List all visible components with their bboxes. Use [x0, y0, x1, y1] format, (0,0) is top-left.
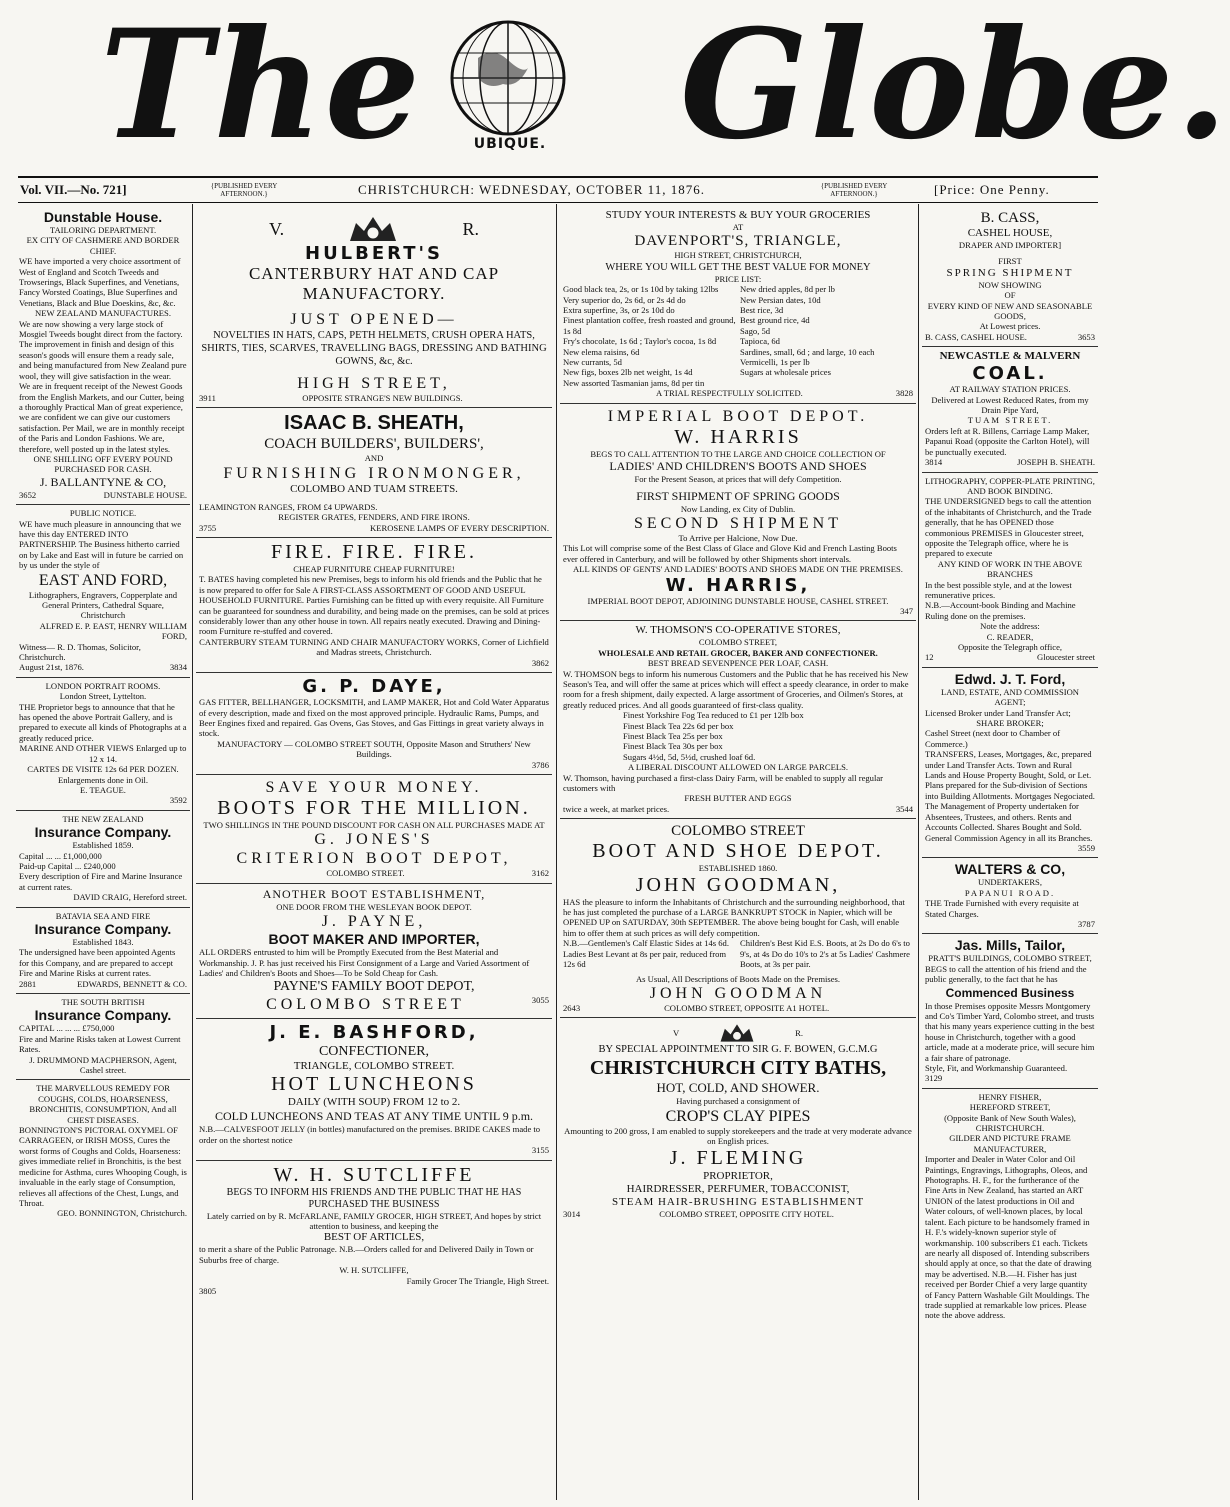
- ad-address: Opposite the Telegraph office,: [957, 642, 1063, 652]
- ad-subtitle: STUDY YOUR INTERESTS & BUY YOUR GROCERIES: [605, 209, 871, 221]
- ad-jones-criterion: [196, 775, 552, 884]
- ad-number: 3592: [169, 795, 187, 806]
- ad-subtitle: TAILORING DEPARTMENT.: [49, 225, 157, 235]
- ad-signature: B. CASS, CASHEL HOUSE.: [925, 331, 1027, 342]
- ad-subtitle: WHERE YOU WILL GET THE BEST VALUE FOR MONEY: [605, 261, 871, 273]
- ad-body: LEAMINGTON RANGES, FROM £4 UPWARDS.: [199, 501, 378, 512]
- tea-item: Sugars 4½d, 5d, 5½d, crushed loaf 6d.: [623, 751, 756, 762]
- masthead: [0, 0, 1230, 175]
- ad-body: THE UNDERSIGNED begs to call the attention of the inhabitants of Christchurch, and the Trade generally, that he has OPENED those commonious PREMISES in Gloucester street, opposite the Telegraph office, where he is prepared to execute: [925, 496, 1092, 559]
- masthead-title-left: The: [100, 0, 423, 173]
- ad-body: Capital ... ... £1,000,000: [19, 850, 102, 861]
- ad-ford-agent: [922, 668, 1098, 859]
- ad-east-and-ford: [16, 505, 190, 678]
- ad-address: HEREFORD STREET,: [969, 1102, 1051, 1113]
- column-rule: [192, 204, 193, 1500]
- ad-body: W. Thomson, having purchased a first-class Dairy Farm, will be enabled to supply all regular customers with: [563, 772, 884, 794]
- ad-subtitle: HAIRDRESSER, PERFUMER, TOBACCONIST,: [626, 1182, 850, 1195]
- ad-signature: EDWARDS, BENNETT & CO.: [77, 978, 187, 989]
- ad-body: In those Premises opposite Messrs Montgomery and Co's Timber Yard, Colombo street, and trusts that his many years experience cutting in the best house in Christchurch, together with a good article, made at a moderate price, will secure him a fair share of patronage.: [925, 1000, 1095, 1063]
- ad-body: This Lot will comprise some of the Best Class of Glace and Glove Kid and French Lasting Boots ever offered in Canterbury, and will be followed by other Shipments short intervals.: [563, 543, 897, 564]
- ad-signature: JOHN GOODMAN: [649, 984, 827, 1002]
- price-item: Sugars at wholesale prices: [740, 367, 831, 378]
- ad-address: COLOMBO STREET, OPPOSITE CITY HOTEL.: [659, 1208, 834, 1219]
- ad-title: W. HARRIS,: [665, 574, 811, 596]
- ad-address: Cashel Street (next door to Chamber of Commerce.): [925, 728, 1061, 749]
- ad-batavia-insurance: [16, 908, 190, 994]
- ad-title: FIRE. FIRE. FIRE.: [270, 541, 478, 564]
- ad-body: Importer and Dealer in Water Color and Oil Paintings, Engravings, Lithographs, Oleos, and Photographs. H. F., for the furtherance of the Fine Arts in New Zealand, has started an ART UNION of the latest productions in Oil and Water colours, of well-known places, by local talent. Each picture to be handsomely framed in H. F.'s widely-known superior style of workmanship. 100 subscribers £1 each. Tickets are nearly all disposed of. Intending subscribers should apply at once, so that the date of drawing may be advertised. N.B.—H. Fisher has just received per Border Chief a very large quantity of Fancy Pattern Washable Gilt Mouldings. The trade supplied at remarkable low prices. Please note the above address.: [925, 1154, 1092, 1321]
- ad-body: FIRST: [998, 256, 1022, 267]
- ad-number: 3653: [1077, 331, 1095, 342]
- ad-title: B. CASS,: [980, 210, 1040, 226]
- ad-subtitle: JUST OPENED—: [290, 311, 458, 328]
- place-date: CHRISTCHURCH: WEDNESDAY, OCTOBER 11, 1876.: [358, 182, 705, 197]
- ad-body: OF: [1004, 290, 1016, 301]
- ad-subtitle: NEW ZEALAND MANUFACTURES.: [35, 308, 171, 319]
- ad-number: 3055: [531, 995, 549, 1006]
- ad-subtitle: BOOT MAKER AND IMPORTER,: [268, 931, 480, 948]
- ad-number: 12: [925, 652, 934, 663]
- ad-subtitle: PAYNE'S FAMILY BOOT DEPOT,: [273, 979, 475, 995]
- ad-title: G. P. DAYE,: [302, 676, 446, 698]
- ad-body: Style, Fit, and Workmanship Guaranteed.: [925, 1063, 1068, 1073]
- ad-body: BEST BREAD SEVENPENCE PER LOAF, CASH.: [647, 658, 829, 669]
- ad-subtitle: FIRST SHIPMENT OF SPRING GOODS: [636, 488, 840, 503]
- ad-body: Fire and Marine Risks taken at Lowest Current Rates.: [19, 1033, 181, 1055]
- price-item: Vermicelli, 1s per lb: [740, 357, 810, 368]
- ad-subtitle: UNDERTAKERS,: [978, 877, 1042, 888]
- ad-title: J. PAYNE,: [321, 913, 427, 931]
- ad-title: J. FLEMING: [669, 1146, 807, 1169]
- ad-body: THE Trade Furnished with every requisite at Stated Charges.: [925, 898, 1079, 919]
- ad-goodman: [560, 819, 916, 1018]
- ad-subtitle: STEAM HAIR-BRUSHING ESTABLISHMENT: [611, 1195, 865, 1208]
- ad-title: ISAAC B. SHEATH,: [284, 412, 464, 435]
- ad-body: Having purchased a consignment of: [676, 1096, 800, 1107]
- ad-body: BEGS TO CALL ATTENTION TO THE LARGE AND CHOICE COLLECTION OF: [590, 448, 886, 459]
- ad-cass: [922, 206, 1098, 347]
- ad-signature: C. READER,: [986, 631, 1034, 642]
- ad-subtitle: WHOLESALE AND RETAIL GROCER, BAKER AND CONFECTIONER.: [598, 647, 878, 658]
- tea-item: Finest Black Tea 30s per box: [623, 741, 723, 752]
- ad-body: A TRIAL RESPECTFULLY SOLICITED.: [655, 388, 803, 399]
- ad-number: 2643: [563, 1002, 581, 1013]
- ad-title: BOOTS FOR THE MILLION.: [217, 796, 531, 819]
- price-item: New assorted Tasmanian jams, 8d per tin: [563, 377, 705, 388]
- ad-body: Paid-up Capital ... £240,000: [19, 860, 116, 871]
- royal-crest-icon: [346, 215, 400, 243]
- tea-item: Finest Black Tea 22s 6d per box: [623, 720, 734, 731]
- ad-title: CHRISTCHURCH CITY BATHS,: [589, 1057, 887, 1080]
- ad-title: Insurance Company.: [34, 824, 172, 841]
- ad-address: Family Grocer The Triangle, High Street.: [406, 1275, 549, 1286]
- ad-title: LITHOGRAPHY, COPPER-PLATE PRINTING, AND BOOK BINDING.: [925, 475, 1095, 496]
- ad-address: Gloucester street: [1037, 652, 1095, 663]
- price-item: Sardines, small, 6d ; and large, 10 each: [740, 346, 875, 357]
- price-item: New figs, boxes 2lb net weight, 1s 4d: [563, 367, 693, 378]
- ad-body: Lately carried on by R. McFARLANE, FAMILY GROCER, HIGH STREET, And hopes by strict attention to business, and keeping the: [206, 1210, 542, 1231]
- ad-subtitle: BATAVIA SEA AND FIRE: [55, 910, 151, 921]
- ad-thomson-stores: [560, 621, 916, 819]
- price-item: Best rice, 3d: [740, 305, 784, 316]
- published-note-right: {PUBLISHED EVERY AFTERNOON.}: [820, 182, 888, 198]
- ad-subtitle: BEST OF ARTICLES,: [323, 1231, 425, 1244]
- ad-body: N.B.—Gentlemen's Calf Elastic Sides at 14s 6d. Ladies Best Levant at 8s per pair, reduced from 12s 6d: [563, 938, 730, 970]
- ad-vr-right: R.: [795, 1028, 803, 1039]
- ad-title: Dunstable House.: [43, 209, 163, 225]
- ad-title: IMPERIAL BOOT DEPOT.: [607, 407, 869, 425]
- ad-title: WALTERS & CO,: [954, 861, 1066, 878]
- ad-city-baths-fleming: [560, 1018, 916, 1223]
- ad-body: to merit a share of the Public Patronage. N.B.—Orders called for and Delivered Daily in Town or Suburbs free of charge.: [199, 1244, 534, 1265]
- price-item: Best ground rice, 4d: [740, 315, 810, 326]
- ad-subtitle: SHARE BROKER;: [976, 718, 1044, 729]
- price-item: New currants, 5d: [563, 357, 622, 368]
- ad-title: W. HARRIS: [674, 425, 802, 448]
- price-item: New dried apples, 8d per lb: [740, 284, 835, 295]
- ad-subtitle: CASHEL HOUSE,: [967, 227, 1053, 239]
- ad-subtitle: THE NEW ZEALAND: [62, 813, 144, 824]
- ad-body: AT: [732, 222, 744, 232]
- tea-list: [563, 710, 913, 762]
- globe-icon: [448, 18, 568, 138]
- ad-number: 3129: [925, 1073, 943, 1084]
- ad-body: WE have much pleasure in announcing that we have this day ENTERED INTO PARTNERSHIP. The Business hitherto carried on by Lake and East will in future be carried on by us under the style of: [19, 518, 184, 571]
- ad-title: EAST AND FORD,: [38, 571, 168, 589]
- ad-davenport: [560, 206, 916, 404]
- ad-signature: E. TEAGUE.: [80, 784, 126, 795]
- ad-daye: [196, 673, 552, 775]
- ad-subtitle: COACH BUILDERS', BUILDERS',: [264, 436, 484, 453]
- ad-body: N.B.—CALVESFOOT JELLY (in bottles) manufactured on the premises. BRIDE CAKES made to order on the shortest notice: [199, 1124, 541, 1145]
- column-3: [560, 206, 916, 1500]
- ad-subtitle: THE SOUTH BRITISH: [61, 997, 145, 1007]
- ad-body: NOW SHOWING: [978, 279, 1042, 290]
- ad-subtitle: BY SPECIAL APPOINTMENT TO SIR G. F. BOWEN, G.C.M.G: [598, 1044, 878, 1056]
- ad-body: Established 1843.: [72, 936, 134, 947]
- ad-hulberts-hats: [196, 206, 552, 408]
- ad-address: OPPOSITE STRANGE'S NEW BUILDINGS.: [302, 393, 463, 403]
- ad-sutcliffe: [196, 1161, 552, 1301]
- ad-subtitle: AT RAILWAY STATION PRICES.: [949, 384, 1071, 395]
- ad-body: AND: [364, 453, 384, 464]
- ad-title: LONDON PORTRAIT ROOMS.: [45, 680, 161, 691]
- ad-south-british-insurance: [16, 994, 190, 1080]
- ad-body: To Arrive per Halcione, Now Due.: [678, 532, 798, 543]
- ad-number: 3652: [19, 489, 37, 500]
- ad-address: (Opposite Bank of New South Wales), CHRISTCHURCH.: [944, 1112, 1076, 1134]
- ad-signature: JOSEPH B. SHEATH.: [1017, 457, 1095, 468]
- ad-vr-left: V.: [269, 219, 285, 239]
- ad-address: COLOMBO STREET, OPPOSITE A1 HOTEL.: [664, 1002, 830, 1013]
- ad-body: Every description of Fire and Marine Insurance at current rates.: [19, 871, 183, 892]
- ad-body: N.B.—Account-book Binding and Machine Ruling done on the premises.: [925, 600, 1076, 621]
- ad-body: GAS FITTER, BELLHANGER, LOCKSMITH, and LAMP MAKER, Hot and Cold Water Apparatus of every description, made and fixed on the most approved principle. Hydraulic Rams, Pumps, and Beer Engines fixed and repaired. Gas Ovens, Gas Stoves, and Gas Fittings in great variety always in stock.: [199, 697, 549, 739]
- ad-title: HENRY FISHER,: [978, 1091, 1042, 1102]
- ad-body: In the best possible style, and at the lowest remunerative prices.: [925, 579, 1072, 600]
- ad-number: 3787: [1077, 918, 1095, 929]
- ad-body: DAILY (WITH SOUP) FROM 12 to 2.: [287, 1096, 461, 1109]
- price-item: Very superior do, 2s 6d, or 2s 4d do: [563, 294, 686, 305]
- ad-subtitle: CANTERBURY HAT AND CAP MANUFACTORY.: [248, 264, 500, 303]
- price-item: Extra superfine, 3s, or 2s 10d do: [563, 305, 675, 316]
- ad-body: KEROSENE LAMPS OF EVERY DESCRIPTION.: [370, 522, 549, 533]
- ad-body: EVERY KIND OF NEW AND SEASONABLE GOODS,: [927, 300, 1093, 322]
- ad-body: Now Landing, ex City of Dublin.: [680, 503, 796, 514]
- ad-subtitle: PROPRIETOR,: [703, 1169, 773, 1182]
- column-rule: [918, 204, 919, 1500]
- ad-title: Jas. Mills, Tailor,: [954, 937, 1066, 954]
- ad-body: Witness— R. D. Thomas, Solicitor, Christchurch.: [19, 641, 141, 663]
- ad-vr-right: R.: [462, 219, 479, 239]
- ad-body: Orders left at R. Billens, Carriage Lamp Maker, Papanui Road (opposite the Carlton Hotel), will be punctually executed.: [925, 425, 1090, 457]
- column-2: [196, 206, 552, 1500]
- ad-number: 3544: [895, 803, 913, 814]
- ad-title: CROP'S CLAY PIPES: [665, 1107, 811, 1125]
- ad-address: HIGH STREET, CHRISTCHURCH,: [674, 250, 802, 261]
- ad-title: BOOT AND SHOE DEPOT.: [592, 840, 884, 863]
- ad-subtitle: PRICE LIST:: [714, 273, 762, 284]
- ad-title: JOHN GOODMAN,: [635, 873, 841, 896]
- ad-body: CAPITAL ... ... ... £750,000: [19, 1023, 115, 1034]
- ad-body: ALL ORDERS entrusted to him will be Promptly Executed from the Best Material and Workmanship. J. P. has just received his First Consignment of a Large and Varied Assortment of Ladies' and Children's Boots and Shoes—To be Sold Cheap for Cash.: [199, 947, 530, 978]
- ad-subtitle: ONE SHILLING OFF EVERY POUND PURCHASED FOR CASH.: [33, 453, 173, 475]
- ad-address: PAPANUI ROAD.: [964, 887, 1056, 898]
- ad-body: BEGS TO INFORM HIS FRIENDS AND THE PUBLIC THAT HE HAS PURCHASED THE BUSINESS: [226, 1186, 522, 1210]
- ad-address: PRATT'S BUILDINGS, COLOMBO STREET,: [928, 953, 1092, 964]
- tea-item: Finest Black Tea 25s per box: [623, 731, 723, 741]
- ad-signature: ALFRED E. P. EAST, HENRY WILLIAM FORD,: [39, 620, 187, 642]
- ad-address: COLOMBO STREET,: [698, 637, 778, 648]
- ad-address: TUAM STREET.: [967, 415, 1053, 426]
- ad-address: DUNSTABLE HOUSE.: [103, 489, 187, 500]
- masthead-motto: UBIQUE.: [473, 136, 547, 152]
- ad-body: REGISTER GRATES, FENDERS, AND FIRE IRONS.: [278, 512, 470, 523]
- ad-body: BONNINGTON'S PICTORAL OXYMEL OF CARRAGEEN, or IRISH MOSS, Cures the worst forms of Coughs and Colds, Hoarseness: gives immediate relief in Bronchitis, is the best medicine for Asthma, cures Whooping Cough, is invaluable in the early stage of Consumption, relieves all affections of the Chest, Lungs, and Throat.: [19, 1125, 187, 1208]
- ad-body: WE have imported a very choice assortment of West of England and Scotch Tweeds and Trowserings, Black Superfines, and Venetians, Fancy Worsted Coatings, Blue Superfines and Venetians, Black and Blue Doeskins, &c, &c.: [19, 256, 181, 308]
- ad-mills-tailor: [922, 934, 1098, 1088]
- ad-bonnington-remedy: [16, 1080, 190, 1222]
- column-4: [922, 206, 1098, 1500]
- ad-body: For the Present Season, at prices that will defy Competition.: [634, 474, 842, 485]
- ad-subtitle: PUBLIC NOTICE.: [69, 508, 137, 519]
- price-item: Fry's chocolate, 1s 6d ; Taylor's cocoa, 1s 8d: [563, 336, 717, 347]
- ad-body: Licensed Broker under Land Transfer Act;: [925, 707, 1071, 718]
- ad-subtitle: CARTES DE VISITE 12s 6d PER DOZEN.: [27, 764, 179, 775]
- ad-signature: J. BALLANTYNE & CO,: [39, 474, 167, 489]
- ad-title: NEWCASTLE & MALVERN: [939, 350, 1081, 363]
- ad-title: DAVENPORT'S, TRIANGLE,: [634, 233, 842, 250]
- ad-body: TRANSFERS, Leases, Mortgages, &c, prepared under Land Transfer Acts. Town and Rural Lands and House Property Bought, Sold, or Let. Plans prepared for the Sub-division of Sections into Building Allotments. Mortgages Negociated. The Management of Property undertaken for Absentees, Trustees, and others. Rents and Accounts Collected. Shares Bought and Sold. General Commission Agency in all its Branches.: [925, 749, 1095, 843]
- ad-portrait-rooms: [16, 678, 190, 811]
- ad-body: twice a week, at market prices.: [563, 803, 670, 814]
- ad-number: 3862: [531, 657, 549, 668]
- price: [Price: One Penny.: [934, 182, 1050, 197]
- ad-signature: J. DRUMMOND MACPHERSON, Agent, Cashel street.: [29, 1054, 177, 1076]
- ad-fisher-gilder: [922, 1089, 1098, 1325]
- ad-address: MANUFACTORY — COLOMBO STREET SOUTH, Opposite Mason and Struthers' New Buildings.: [217, 738, 531, 760]
- ad-vr-left: V: [673, 1028, 680, 1039]
- ad-subtitle: EX CITY OF CASHMERE AND BORDER CHIEF.: [26, 235, 180, 256]
- price-item: Sago, 5d: [740, 325, 771, 336]
- ad-body: A LIBERAL DISCOUNT ALLOWED ON LARGE PARCELS.: [627, 762, 849, 773]
- ad-address: COLOMBO STREET: [266, 996, 465, 1014]
- price-item: Finest plantation coffee, fresh roasted and ground, 1s 8d: [563, 315, 736, 336]
- column-rule: [556, 204, 557, 1500]
- ad-body: We are in frequent receipt of the Newest Goods from the English Markets, and our Cutter, being a thoroughly Practical Man of great experience, we are confident we can give our customers satisfaction. Per Mail, we are in monthly receipt of the Paris and London Fashions. We are, therefore, well posted up in the latest styles.: [19, 381, 185, 454]
- ad-dunstable-house: [16, 206, 190, 505]
- ad-number: 347: [900, 605, 913, 616]
- ad-subtitle: HIGH STREET,: [297, 375, 451, 392]
- ad-number: 3155: [531, 1145, 549, 1156]
- ad-subtitle: LADIES' AND CHILDREN'S BOOTS AND SHOES: [609, 459, 867, 474]
- ad-body: At Lowest prices.: [979, 321, 1041, 332]
- ad-body: ONE DOOR FROM THE WESLEYAN BOOK DEPOT.: [276, 901, 472, 912]
- ad-subtitle: SECOND SHIPMENT: [633, 514, 842, 532]
- ad-body: Note the address:: [980, 621, 1040, 632]
- ad-title: SAVE YOUR MONEY.: [265, 778, 483, 796]
- ad-number: 3162: [531, 868, 549, 879]
- ad-signature: DAVID CRAIG, Hereford street.: [73, 892, 187, 903]
- ad-address: COLOMBO STREET.: [326, 868, 405, 879]
- ad-address: COLOMBO AND TUAM STREETS.: [290, 482, 458, 495]
- ad-address: TRIANGLE, COLOMBO STREET.: [293, 1060, 455, 1073]
- ad-subtitle: CRITERION BOOT DEPOT,: [236, 850, 512, 868]
- ad-body: W. THOMSON begs to inform his numerous Customers and the Public that he has received his New Season's Tea, and will offer the same at prices which will effect a speedy clearance, in order to make room for a fresh shipment, daily expected. A large assortment of Groceries, and Oilmen's Stores, at greatly reduced prices. And all goods guaranteed of first-class quality.: [563, 668, 909, 710]
- ad-title: HOT LUNCHEONS: [271, 1073, 477, 1096]
- ad-title: W. H. SUTCLIFFE: [273, 1163, 475, 1186]
- price-list: [563, 284, 913, 388]
- ad-body: COLD LUNCHEONS AND TEAS AT ANY TIME UNTIL 9 p.m.: [214, 1109, 534, 1124]
- ad-address: IMPERIAL BOOT DEPOT, ADJOINING DUNSTABLE HOUSE, CASHEL STREET.: [587, 595, 889, 606]
- ad-new-zealand-insurance: [16, 811, 190, 908]
- ad-subtitle: CHEAP FURNITURE CHEAP FURNITURE!: [293, 564, 455, 575]
- masthead-title-right: Globe.: [680, 0, 1230, 173]
- price-item: Good black tea, 2s, or 1s 10d by taking 12lbs: [563, 284, 719, 295]
- ad-body: Children's Best Kid E.S. Boots, at 2s Do do 6's to 9's, at 4s Do do 10's to 2's at 5s Ladies' Cashmere Boots, at 3s per pair.: [740, 938, 910, 970]
- volume-number: Vol. VII.—No. 721]: [20, 182, 127, 197]
- ad-subtitle: FURNISHING IRONMONGER,: [223, 464, 525, 482]
- column-1: [16, 206, 190, 1500]
- ad-reader-lithography: [922, 473, 1098, 668]
- ad-body: NOVELTIES IN HATS, CAPS, PETH HELMETS, CRUSH OPERA HATS, SHIRTS, TIES, SCARVES, TRAVELLING BAGS, DRESSING AND BATHING GOWNS, &c, &c.: [201, 330, 547, 367]
- ad-body: Delivered at Lowest Reduced Rates, from my Drain Pipe Yard,: [931, 394, 1089, 416]
- ad-body: THE Proprietor begs to announce that that he has opened the above Portrait Gallery, and is prepared to execute all kinds of Photographs at a greatly reduced price.: [19, 701, 187, 743]
- ad-subtitle: LAND, ESTATE, AND COMMISSION AGENT;: [940, 686, 1079, 708]
- ad-body: We are now showing a very large stock of Mosgiel Tweeds bought direct from the factory. The improvement in finish and design of this season's goods will ensure them a ready sale, and being manufactured from New Zealand pure wool, they will give satisfaction in the wear.: [19, 318, 187, 381]
- tea-item: Finest Yorkshire Fog Tea reduced to £1 per 12lb box: [623, 710, 804, 721]
- ad-payne: [196, 884, 552, 1020]
- ad-signature: GEO. BONNINGTON, Christchurch.: [57, 1208, 187, 1219]
- ad-number: 3755: [199, 522, 217, 533]
- ad-walters: [922, 858, 1098, 934]
- ad-subtitle: COLOMBO STREET: [671, 823, 805, 840]
- ad-number: 3834: [169, 662, 187, 673]
- ad-bashford: [196, 1019, 552, 1160]
- ad-body: HAS the pleasure to inform the Inhabitants of Christchurch and the surrounding neighborhood, that he has just completed the purchase of a LARGE BANKRUPT STOCK in Napier, which will be OPENED UP on SATURDAY, 30th SEPTEMBER. The above being bought for Cash, will enable him to offer them at such prices as will defy competition.: [563, 896, 905, 938]
- published-note-left: {PUBLISHED EVERY AFTERNOON.}: [210, 182, 278, 198]
- ad-number: 3805: [199, 1286, 217, 1297]
- price-list-right: [740, 284, 913, 388]
- ad-isaac-sheath: [196, 408, 552, 538]
- ad-title: HULBERT'S: [305, 243, 443, 264]
- ad-subtitle: ANY KIND OF WORK IN THE ABOVE BRANCHES: [937, 558, 1083, 580]
- ad-number: 3828: [895, 388, 913, 399]
- ad-body: Lithographers, Engravers, Copperplate and General Printers, Cathedral Square, Christchurch: [28, 589, 178, 621]
- ad-subtitle: DRAPER AND IMPORTER]: [958, 240, 1062, 250]
- ad-subtitle: FRESH BUTTER AND EGGS: [684, 793, 792, 804]
- ad-title: Edwd. J. T. Ford,: [954, 670, 1066, 687]
- ad-address: London Street, Lyttelton.: [59, 691, 147, 702]
- ad-title: Insurance Company.: [34, 1007, 172, 1024]
- ad-subtitle: HOT, COLD, AND SHOWER.: [656, 1080, 820, 1096]
- ad-subtitle: ANOTHER BOOT ESTABLISHMENT,: [262, 886, 486, 901]
- ad-body: As Usual, All Descriptions of Boots Made on the Premises.: [635, 973, 841, 984]
- price-item: New Persian dates, 10d: [740, 294, 821, 305]
- ad-body: ALL KINDS OF GENTS' AND LADIES' BOOTS AND SHOES MADE ON THE PREMISES.: [573, 564, 903, 575]
- ad-body: Amounting to 200 gross, I am enabled to supply storekeepers and the trade at very moderate advance on English prices.: [564, 1125, 912, 1147]
- price-item: New elema raisins, 6d: [563, 346, 640, 357]
- ad-date: August 21st, 1876.: [19, 662, 84, 673]
- ad-number: 3814: [925, 457, 943, 468]
- ad-title: COAL.: [972, 363, 1048, 385]
- ad-subtitle: MARINE AND OTHER VIEWS Enlarged up to 12 x 14.: [19, 743, 187, 764]
- ad-harris-boots: [560, 404, 916, 622]
- ad-body: Enlargements done in Oil.: [57, 774, 149, 785]
- ad-body: TWO SHILLINGS IN THE POUND DISCOUNT FOR CASH ON ALL PURCHASES MADE AT: [203, 819, 545, 830]
- royal-crest-icon: [717, 1023, 757, 1043]
- price-item: Tapioca, 6d: [740, 336, 780, 347]
- ad-body: Established 1859.: [72, 840, 134, 851]
- ad-number: 3911: [199, 393, 216, 403]
- ad-subtitle: SPRING SHIPMENT: [946, 266, 1074, 279]
- ad-title: Insurance Company.: [34, 920, 172, 937]
- ad-body: BEGS to call the attention of his friend and the public generally, to the fact that he has: [925, 963, 1087, 985]
- ad-body: ESTABLISHED 1860.: [698, 863, 778, 874]
- ad-subtitle: CONFECTIONER,: [318, 1044, 430, 1060]
- ad-subtitle: Commenced Business: [945, 985, 1075, 1000]
- dateline: [18, 176, 1098, 203]
- ad-coal: [922, 347, 1098, 472]
- ad-address: CANTERBURY STEAM TURNING AND CHAIR MANUFACTORY WORKS, Corner of Lichfield and Madras streets, Christchurch.: [199, 636, 549, 658]
- ad-number: 3559: [1077, 842, 1095, 853]
- ad-subtitle: GILDER AND PICTURE FRAME MANUFACTURER,: [949, 1133, 1071, 1154]
- ad-body: T. BATES having completed his new Premises, begs to inform his old friends and the Public that he is now prepared to offer for Sale A FIRST-CLASS ASSORTMENT OF GOOD AND USEFUL HOUSEHOLD FURNITURE. Parties Furnishing can be fitted up with every requisite. All Furniture can be guaranteed for soundness and durability, and being made on the premises, can be sold at prices considerably lower than any other house in town. All repairs neatly executed. Drawing and Dining-room Furniture re-stuffed and covered.: [199, 574, 550, 637]
- ad-number: 3014: [563, 1208, 581, 1219]
- ad-fire-furniture: [196, 538, 552, 673]
- ad-signature: W. H. SUTCLIFFE,: [339, 1265, 409, 1276]
- ad-number: 3786: [531, 759, 549, 770]
- ad-subtitle: G. JONES'S: [314, 831, 434, 849]
- ad-number: 2881: [19, 978, 37, 989]
- price-list-left: [563, 284, 736, 388]
- ad-title: THE MARVELLOUS REMEDY FOR COUGHS, COLDS, HOARSENESS, BRONCHITIS, CONSUMPTION, And all CHEST DISEASES.: [29, 1083, 177, 1125]
- ad-body: The undersigned have been appointed Agents for this Company, and are prepared to accept Fire and Marine Risks at current rates.: [19, 947, 176, 979]
- ad-title: J. E. BASHFORD,: [269, 1022, 479, 1044]
- ad-title: W. THOMSON'S CO-OPERATIVE STORES,: [635, 624, 841, 637]
